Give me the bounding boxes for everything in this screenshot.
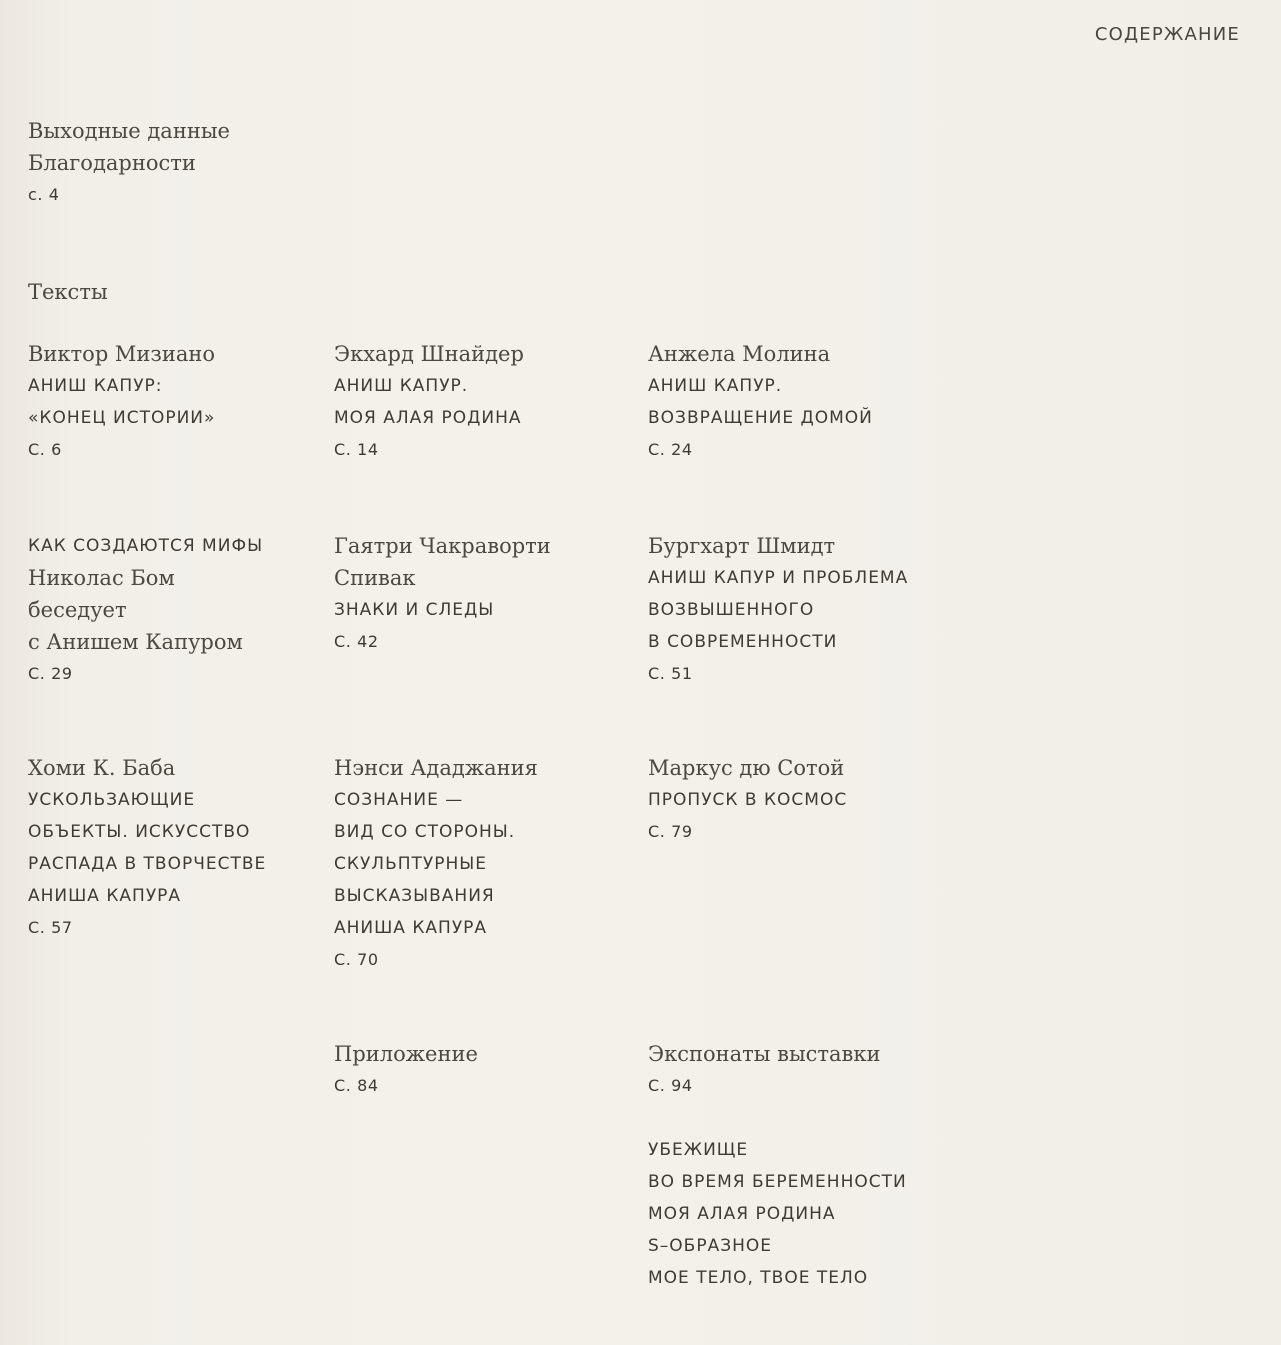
entry-title-line: РАСПАДА В ТВОРЧЕСТВЕ <box>28 854 267 874</box>
entry-title-line: АНИШ КАПУР. <box>334 376 469 396</box>
entry-page-ref: С. 57 <box>28 918 73 937</box>
toc-entry-mizano <box>28 338 215 466</box>
entry-author: Бургхарт Шмидт <box>648 534 836 558</box>
front-line-thanks: Благодарности <box>28 151 196 175</box>
entry-heading: Приложение <box>334 1042 478 1066</box>
entry-author: Хоми К. Баба <box>28 756 176 780</box>
entry-title-line: ВОЗВЫШЕННОГО <box>648 600 815 620</box>
entry-page-ref: С. 14 <box>334 440 379 459</box>
entry-title-line: ПРОПУСК В КОСМОС <box>648 790 848 810</box>
entry-title-line: УСКОЛЬЗАЮЩИЕ <box>28 790 196 810</box>
toc-entry-exhibits <box>648 1038 907 1294</box>
entry-page-ref: С. 6 <box>28 440 62 459</box>
exhibit-item: УБЕЖИЩЕ <box>648 1140 749 1160</box>
entry-title-line: АНИШ КАПУР И ПРОБЛЕМА <box>648 568 909 588</box>
toc-entry-adajania <box>334 752 538 976</box>
spacer <box>648 1102 907 1134</box>
entry-title-line: ОБЪЕКТЫ. ИСКУССТВО <box>28 822 251 842</box>
toc-entry-bhabha <box>28 752 266 944</box>
entry-page-ref: С. 79 <box>648 822 693 841</box>
entry-page-ref: С. 51 <box>648 664 693 683</box>
entry-title-line: «КОНЕЦ ИСТОРИИ» <box>28 408 216 428</box>
entry-author: беседует <box>28 598 127 622</box>
exhibit-item: ВО ВРЕМЯ БЕРЕМЕННОСТИ <box>648 1172 907 1192</box>
entry-author: Нэнси Ададжания <box>334 756 538 780</box>
entry-title-line: ЗНАКИ И СЛЕДЫ <box>334 600 495 620</box>
entry-author: Экхард Шнайдер <box>334 342 524 366</box>
exhibit-item: МОЕ ТЕЛО, ТВОЕ ТЕЛО <box>648 1268 869 1288</box>
front-page-ref: с. 4 <box>28 185 60 204</box>
front-line-imprint: Выходные данные <box>28 119 230 143</box>
entry-title-line: АНИША КАПУРА <box>28 886 182 906</box>
entry-title-line: ВЫСКАЗЫВАНИЯ <box>334 886 495 906</box>
toc-entry-schneider <box>334 338 524 466</box>
entry-page-ref: С. 94 <box>648 1076 693 1095</box>
entry-page-ref: С. 70 <box>334 950 379 969</box>
entry-heading: Экспонаты выставки <box>648 1042 881 1066</box>
toc-entry-molina <box>648 338 873 466</box>
entry-author: Анжела Молина <box>648 342 831 366</box>
entry-author: Гаятри Чакраворти <box>334 534 551 558</box>
entry-title-line: СОЗНАНИЕ — <box>334 790 464 810</box>
exhibit-item: МОЯ АЛАЯ РОДИНА <box>648 1204 836 1224</box>
entry-title-line: КАК СОЗДАЮТСЯ МИФЫ <box>28 536 264 556</box>
entry-title-line: АНИШ КАПУР: <box>28 376 163 396</box>
entry-page-ref: С. 42 <box>334 632 379 651</box>
entry-title-line: СКУЛЬПТУРНЫЕ <box>334 854 488 874</box>
toc-entry-bohm <box>28 530 263 690</box>
entry-page-ref: С. 84 <box>334 1076 379 1095</box>
exhibit-item: S–ОБРАЗНОЕ <box>648 1236 773 1256</box>
entry-page-ref: С. 24 <box>648 440 693 459</box>
section-title-text: Тексты <box>28 280 108 304</box>
toc-entry-spivak <box>334 530 551 658</box>
page-header-title: СОДЕРЖАНИЕ <box>1094 24 1240 45</box>
entry-title-line: МОЯ АЛАЯ РОДИНА <box>334 408 522 428</box>
entry-title-line: В СОВРЕМЕННОСТИ <box>648 632 838 652</box>
section-title <box>28 276 108 308</box>
entry-title-line: АНИШ КАПУР. <box>648 376 783 396</box>
front-matter <box>28 115 230 211</box>
toc-entry-appendix <box>334 1038 478 1102</box>
entry-page-ref: С. 29 <box>28 664 73 683</box>
entry-author: Виктор Мизиано <box>28 342 216 366</box>
entry-title-line: АНИША КАПУРА <box>334 918 488 938</box>
toc-entry-schmidt <box>648 530 908 690</box>
entry-author: Николас Бом <box>28 566 175 590</box>
entry-author: Маркус дю Сотой <box>648 756 845 780</box>
entry-author: Спивак <box>334 566 416 590</box>
entry-title-line: ВИД СО СТОРОНЫ. <box>334 822 516 842</box>
entry-title-line: ВОЗВРАЩЕНИЕ ДОМОЙ <box>648 408 873 428</box>
toc-entry-dusautoy <box>648 752 847 848</box>
entry-author: с Анишем Капуром <box>28 630 243 654</box>
